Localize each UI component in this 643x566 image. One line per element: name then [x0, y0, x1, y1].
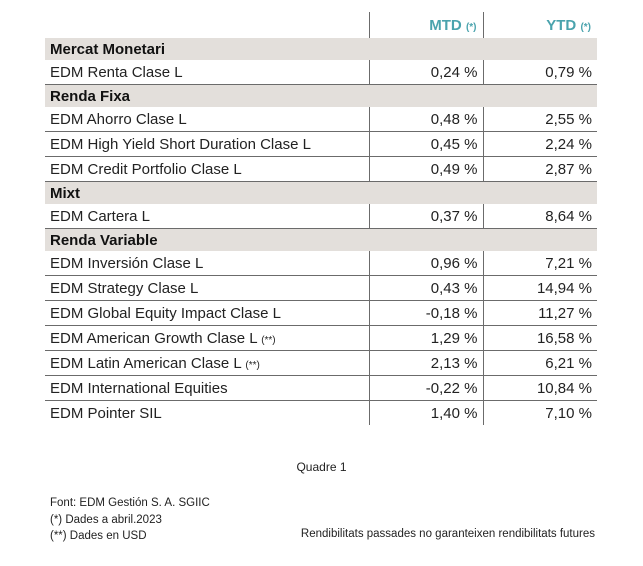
- fund-ytd: 8,64 %: [483, 204, 597, 229]
- fund-name-cell: [45, 326, 369, 351]
- fund-name-cell: [45, 301, 369, 326]
- footnotes: [50, 495, 210, 545]
- fund-row: [45, 204, 597, 229]
- currency-note: (**) Dades en USD: [50, 530, 147, 542]
- fund-row: [45, 60, 597, 85]
- fund-name: EDM Global Equity Impact Clase L: [50, 304, 281, 322]
- date-note: (*) Dades a abril.2023: [50, 513, 162, 526]
- fund-name-cell: [45, 157, 369, 182]
- fund-mtd: 0,37 %: [369, 204, 483, 229]
- fund-mtd: 1,29 %: [369, 326, 483, 351]
- fund-name: EDM Renta Clase L: [50, 63, 183, 81]
- fund-mtd: 2,13 %: [369, 351, 483, 376]
- fund-ytd: 14,94 %: [483, 276, 597, 301]
- fund-row: [45, 132, 597, 157]
- fund-name: EDM Inversión Clase L: [50, 254, 204, 272]
- header-blank-cell: [45, 12, 369, 38]
- usd-note-mark: (**): [245, 359, 260, 371]
- returns-table-container: [45, 12, 597, 425]
- fund-ytd: 16,58 %: [483, 326, 597, 351]
- table-body: [45, 38, 597, 425]
- fund-name-cell: [45, 351, 369, 376]
- fund-mtd: -0,18 %: [369, 301, 483, 326]
- table-header-row: [45, 12, 597, 38]
- fund-row: [45, 351, 597, 376]
- header-ytd: [483, 12, 597, 38]
- section-row: [45, 229, 597, 252]
- section-title: Renda Fixa: [45, 85, 597, 108]
- header-ytd-note-mark: (*): [580, 21, 591, 33]
- fund-ytd: 11,27 %: [483, 301, 597, 326]
- header-mtd: [369, 12, 483, 38]
- fund-mtd: 0,43 %: [369, 276, 483, 301]
- fund-mtd: 0,49 %: [369, 157, 483, 182]
- usd-note-mark: (**): [261, 334, 276, 346]
- fund-name: EDM Latin American Clase L: [50, 354, 242, 372]
- section-row: [45, 38, 597, 60]
- fund-name: EDM American Growth Clase L: [50, 329, 258, 347]
- fund-ytd: 7,10 %: [545, 404, 592, 422]
- fund-row: [45, 276, 597, 301]
- fund-mtd: 0,48 %: [369, 107, 483, 132]
- fund-name: EDM International Equities: [50, 379, 228, 397]
- fund-row: [45, 401, 597, 426]
- fund-name: EDM Credit Portfolio Clase L: [50, 160, 242, 178]
- fund-ytd: 6,21 %: [483, 351, 597, 376]
- section-row: [45, 182, 597, 205]
- fund-mtd: 0,45 %: [369, 132, 483, 157]
- section-row: [45, 85, 597, 108]
- fund-name-cell: [45, 107, 369, 132]
- fund-mtd: 0,96 %: [369, 251, 483, 276]
- fund-name-cell: [45, 401, 369, 426]
- section-title: Mercat Monetari: [45, 38, 597, 60]
- fund-ytd: 2,24 %: [483, 132, 597, 157]
- header-mtd-label: MTD: [429, 16, 462, 34]
- fund-name: EDM Ahorro Clase L: [50, 110, 187, 128]
- fund-name-cell: [45, 376, 369, 401]
- fund-ytd: 7,21 %: [483, 251, 597, 276]
- fund-row: [45, 301, 597, 326]
- fund-ytd: 0,79 %: [483, 60, 597, 85]
- fund-name-cell: [45, 204, 369, 229]
- fund-ytd: 2,87 %: [483, 157, 597, 182]
- header-ytd-label: YTD: [546, 16, 577, 34]
- returns-table: [45, 12, 597, 425]
- source-note: Font: EDM Gestión S. A. SGIIC: [50, 497, 210, 509]
- fund-name-cell: [45, 251, 369, 276]
- disclaimer: Rendibilitats passades no garanteixen rendibilitats futures: [300, 528, 595, 540]
- fund-name: EDM High Yield Short Duration Clase L: [50, 135, 311, 153]
- fund-row: [45, 326, 597, 351]
- fund-name-cell: [45, 132, 369, 157]
- fund-row: [45, 107, 597, 132]
- table-caption: Quadre 1: [296, 460, 347, 474]
- header-mtd-note-mark: (*): [465, 21, 477, 33]
- fund-name-cell: [45, 60, 369, 85]
- fund-mtd: -0,22 %: [369, 376, 483, 401]
- section-title: Mixt: [45, 182, 597, 205]
- fund-row: [45, 376, 597, 401]
- fund-name: EDM Cartera L: [50, 207, 151, 225]
- fund-ytd: 2,55 %: [483, 107, 597, 132]
- fund-name: EDM Pointer SIL: [50, 404, 162, 422]
- fund-ytd: 10,84 %: [483, 376, 597, 401]
- fund-row: [45, 251, 597, 276]
- fund-name-cell: [45, 276, 369, 301]
- fund-name: EDM Strategy Clase L: [50, 279, 199, 297]
- fund-mtd: 0,24 %: [369, 60, 483, 85]
- fund-row: [45, 157, 597, 182]
- section-title: Renda Variable: [45, 229, 597, 252]
- fund-mtd: 1,40 %: [369, 401, 483, 426]
